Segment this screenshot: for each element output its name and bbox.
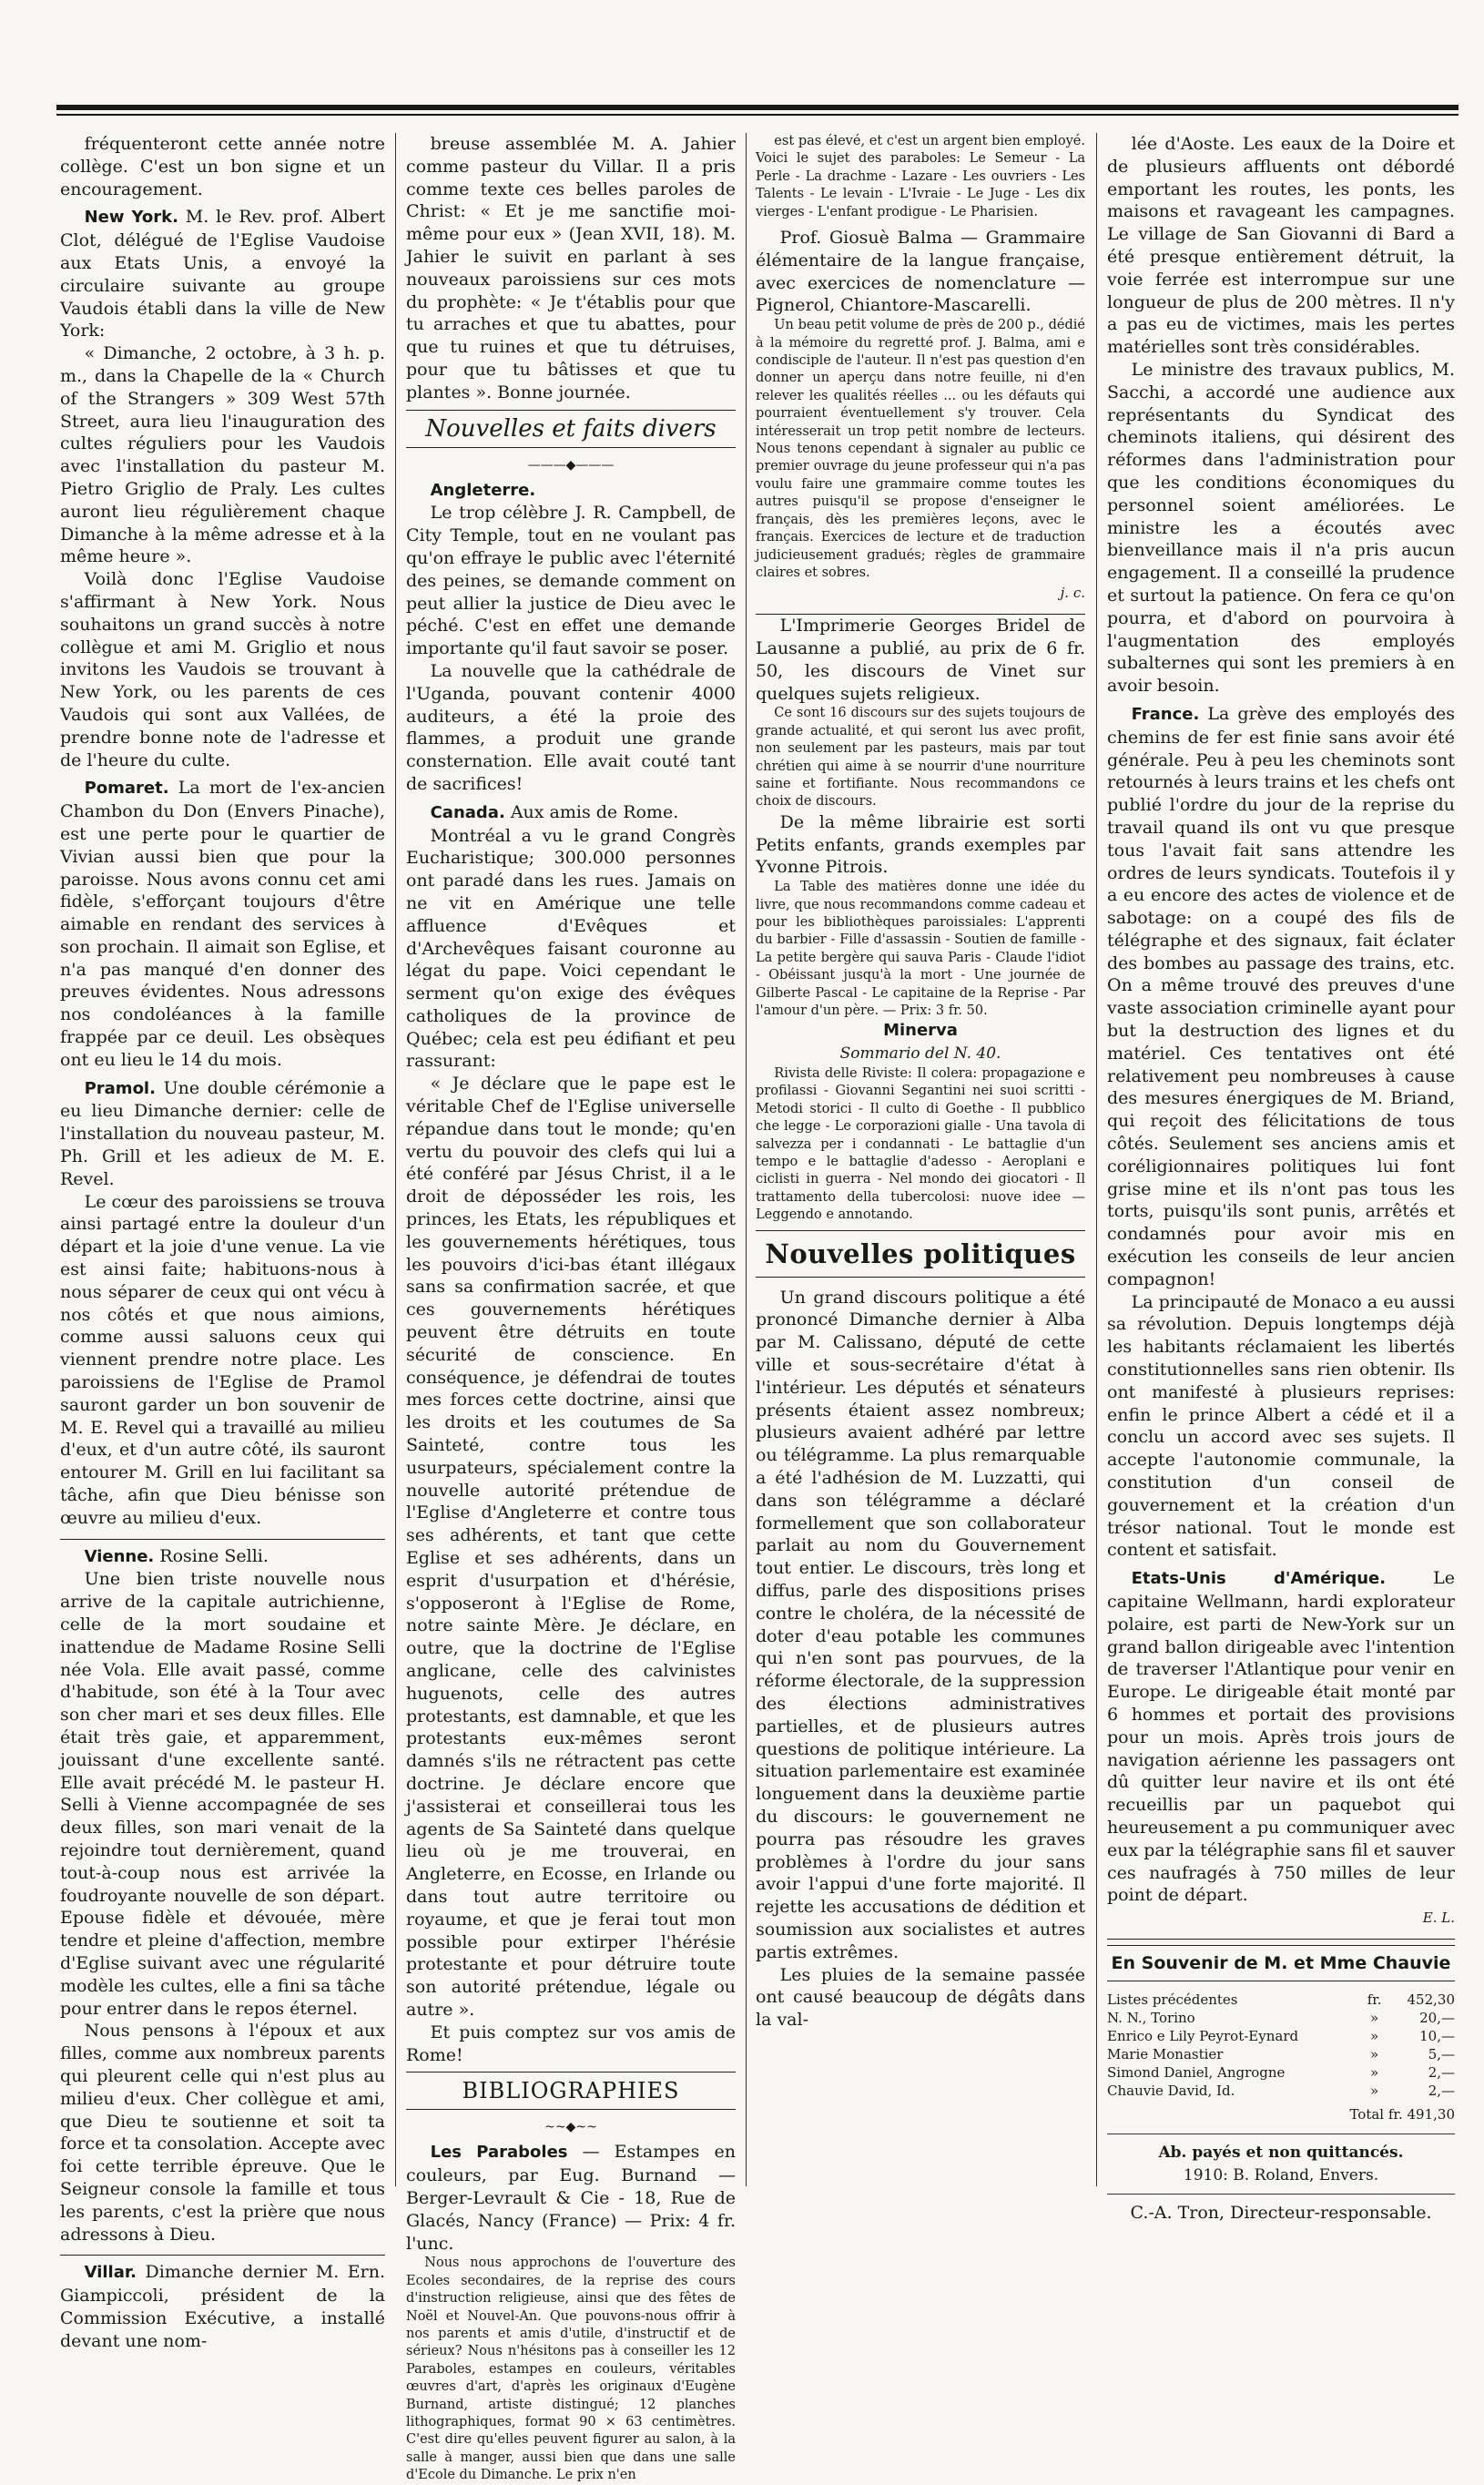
donor-name: N. N., Torino bbox=[1107, 2009, 1195, 2026]
donation-unit: fr. bbox=[1367, 1991, 1382, 2008]
bibliographies-title: BIBLIOGRAPHIES bbox=[406, 2072, 736, 2110]
news-entry bbox=[60, 2261, 385, 2352]
donation-value: 5,— bbox=[1428, 2045, 1455, 2062]
entry-heading: New York. bbox=[84, 208, 178, 228]
entry-heading: Villar. bbox=[84, 2263, 137, 2283]
paragraph: La nouvelle que la cathédrale de l'Uganda, pouvant contenir 4000 auditeurs, a été la proie des flammes, a produit une grande consternation. Elle avait couté tant de sacrifices! bbox=[406, 660, 736, 794]
small-text: Nous nous approchons de l'ouverture des Ecoles secondaires, de la reprise des cours d'instruction religieuse, ainsi que des fêtes de Noël et Nouvel-An. Que pouvons-nous offrir à nos parents et amis d'utile, d'instructif et de sérieux? Nous n'hésitons pas à conseiller les 12 Paraboles, estampes en couleurs, véritables œuvres d'art, d'après les originaux d'Eugène Burnand, artiste distingué; 12 planches lithographiques, format 90 × 63 centimètres. C'est dire qu'elles peuvent figurer au salon, à la salle à manger, aussi bien que dans une salle d'Ecole du Dimanche. Le prix n'en bbox=[406, 2256, 736, 2483]
small-text: est pas élevé, et c'est un argent bien employé. Voici le sujet des paraboles: Le Semeur - La Perle - La drachme - Lazare - Les ouvriers - Les Talents - Le levain - L'Ivraie - Le Juge - Les dix vierges - L'enfant prodigue - Le Pharisien. bbox=[756, 134, 1085, 219]
paragraph: Un grand discours politique a été prononcé Dimanche dernier à Alba par M. Calissano, député de cette ville et sous-secrétaire d'état à l'intérieur. Les députés et sénateurs présents étaient assez nombreux; plusieurs avaient adhéré par lettre ou télégramme. La plus remarquable a été l'adhésion de M. Luzzatti, qui dans son télégramme a déclaré formellement que son collaborateur parlait au nom du Gouvernement tout entier. Le discours, très long et diffus, parle des dispositions prises contre le choléra, de la nécessité de doter d'eau potable les communes qui n'en sont pas pourvues, de la réforme électorale, de la suppression des élections administratives partielles, et de plusieurs autres questions de politique intérieure. La situation parlementaire est examinée longuement dans la deuxième partie du discours: le gouvernement ne pourra pas résoudre les graves problèmes à l'ordre du jour sans avoir l'appui d'une forte majorité. Il rejette les accusations de dédition et soumission aux socialistes et autres partis extrêmes. bbox=[756, 1287, 1085, 1962]
donation-unit: » bbox=[1370, 2063, 1379, 2081]
donation-value: 2,— bbox=[1428, 2063, 1455, 2081]
paragraph: lée d'Aoste. Les eaux de la Doire et de plusieurs affluents ont débordé emportant les routes, les ponts, les maisons et ravageant les campagnes. Le village de San Giovanni di Bard a été presque entièrement détruit, la voie ferrée est interrompue sur une longueur de plus de 200 mètres. Il n'y a pas eu de victimes, mais les pertes matérielles sont très considérables. bbox=[1107, 134, 1455, 358]
news-entry bbox=[60, 777, 385, 1071]
note-2: 1910: B. Roland, Envers. bbox=[1183, 2165, 1379, 2185]
small-text: Un beau petit volume de près de 200 p., dédié à la mémoire du regretté prof. J. Balma, ami e condisciple de l'auteur. Il n'est pas question d'en donner un aperçu dans notre feuille, ni d'en relever les qualités réelles ... ou les défauts qui pourraient éventuellement s'y trouver. Cela intéresserait un trop petit nombre de lecteurs. Nous tenons cependant à signaler au public ce premier ouvrage du jeune professeur qui n'a pas voulu faire une grammaire comme toutes les autres puisqu'il se propose d'enseigner le français, dès les premières leçons, avec le français. Exercices de lecture et de traduction judicieusement gradués; règles de grammaire claires et sobres. bbox=[756, 318, 1085, 580]
column-divider bbox=[395, 133, 396, 2186]
entry-text: — Estampes en couleurs, par Eug. Burnand — Berger-Levrault & Cie - 18, Rue de Glacés, Nancy (France) — Prix: 4 fr. l'unc. bbox=[406, 2142, 736, 2254]
paragraph: Le ministre des travaux publics, M. Sacchi, a accordé une audience aux représentants du Syndicat des cheminots italiens, qui désirent des réformes dans l'administration pour que les conditions économiques du personnel soient améliorées. Le ministre les a écoutés avec bienveillance mais il n'a pris aucun engagement. Il a conseillé la prudence et surtout la patience. On fera ce qu'on pourra, et d'abord on pourvoira à l'augmentation des employés subalternes qui sont les premiers à en avoir besoin. bbox=[1107, 359, 1455, 697]
column-1 bbox=[60, 133, 385, 2351]
news-entry bbox=[1107, 1567, 1455, 1907]
entry-heading: Pomaret. bbox=[84, 779, 169, 799]
signature-initials: E. L. bbox=[1422, 1910, 1455, 1927]
column-divider bbox=[1096, 133, 1097, 2186]
news-entry bbox=[1107, 703, 1455, 1291]
entry-text: La mort de l'ex-ancien Chambon du Don (Envers Pinache), est une perte pour le quartier de Vivian aussi bien que pour la paroisse. Nous avons connu cet ami fidèle, s'efforçant toujours d'être aimable en rendant des services à son prochain. Il aimait son Eglise, et n'a pas manqué d'en donner des preuves évidentes. Nous adressons nos condoléances à la famille frappée par ce deuil. Les obsèques ont eu lieu le 14 du mois. bbox=[60, 778, 385, 1070]
donation-total bbox=[1107, 2103, 1455, 2126]
donation-row bbox=[1107, 1991, 1455, 2009]
signature-initials: j. c. bbox=[1060, 585, 1085, 602]
donation-list bbox=[1107, 1991, 1455, 2100]
paragraph: Nous pensons à l'époux et aux filles, comme aux nombreux parents qui pleurent celle qui n'est plus au milieu d'eux. Cher collègue et ami, que Dieu te soutienne et soit ta force et ta consolation. Accepte avec foi cette terrible épreuve. Que le Seigneur console la famille et tous les parents, c'est la prière que nous adressons à Dieu. bbox=[60, 2021, 385, 2245]
small-text: Rivista delle Riviste: Il colera: propagazione e profilassi - Giovanni Segantini nei suoi scritti - Metodi storici - Il culto di Goethe - Il pubblico che legge - Le corporazioni gialle - Una tavola di salvezza per i condannati - Le battaglie d'un tempo e le battaglie d'adesso - Aeroplani e ciclisti in guerra - Nel mondo dei giocatori - Il trattamento della tubercolosi: nuove idee — Leggendo e annotando. bbox=[756, 1065, 1085, 1223]
paragraph: De la même librairie est sorti Petits enfants, grands exemples par Yvonne Pitrois. bbox=[756, 811, 1085, 878]
entry-heading: Canada. bbox=[430, 802, 505, 822]
donation-unit: » bbox=[1370, 2082, 1379, 2099]
news-entry bbox=[406, 801, 736, 825]
paragraph: « Je déclare que le pape est le véritable Chef de l'Eglise universelle répandue dans tout le monde; qu'en vertu du pouvoir des clefs qui lui a été conféré par Jésus Christ, il a le droit de déposséder les rois, les princes, les Etats, les républiques et les gouvernements hérétiques, tous les pouvoirs d'ici-bas étant illégaux sans sa confirmation sacrée, et que ces gouvernements hérétiques peuvent être détruits en toute sécurité de conscience. En conséquence, je défendrai de toutes mes forces cette doctrine, ainsi que les droits et les coutumes de Sa Sainteté, contre tous les usurpateurs, spécialement contre la nouvelle autorité prétendue de l'Eglise d'Angleterre et contre tous ses adhérents, et tant que cette Eglise et ses adhérents, dans un esprit d'usurpation et d'hérésie, s'opposeront à l'Eglise de Rome, notre sainte Mère. Je déclare, en outre, que la doctrine de l'Eglise anglicane, celle des calvinistes huguenots, celle des autres protestants, est damnable, et que les protestants eux-mêmes seront damnés s'ils ne rétractent pas cette doctrine. Je déclare encore que j'assisterai et conseillerai tous les agents de Sa Sainteté dans quelque lieu où je me trouverai, en Angleterre, en Ecosse, en Irlande ou dans tout autre territoire ou royaume, et que je ferai tout mon possible pour extirper l'hérésie protestante et pour détruire toute son autorité prétendue, légale ou autre ». bbox=[406, 1074, 736, 2020]
total-label: Total fr. bbox=[1349, 2105, 1403, 2123]
paragraph: Montréal a vu le grand Congrès Eucharistique; 300.000 personnes ont paradé dans les rues. Jamais on ne vit en Amérique une telle affluence d'Evêques et d'Archevêques faisant couronne au légat du pape. Voici cependant le serment qu'on exige des évêques catholiques de la province de Québec; cela est peu édifiant et peu rassurant: bbox=[406, 825, 736, 1072]
paragraph: Sommario del N. 40. bbox=[839, 1044, 1001, 1064]
news-entry bbox=[60, 206, 385, 342]
small-text: Ce sont 16 discours sur des sujets toujours de grande actualité, et qui seront lus avec profit, non seulement par les pasteurs, mais par tout chrétien qui aime à se nourrir d'une nourriture saine et fortifiante. Nous recommandons ce choix de discours. bbox=[756, 706, 1085, 810]
column-4 bbox=[1107, 133, 1456, 2224]
entry-text: Dimanche dernier M. Ern. Giampiccoli, président de la Commission Exécutive, a installé devant une nom- bbox=[60, 2262, 385, 2351]
entry-text: Rosine Selli. bbox=[154, 1545, 269, 1566]
paragraph: Voilà donc l'Eglise Vaudoise s'affirmant à New York. Nous souhaitons un grand succès à notre collègue et ami M. Griglio et nous invitons les Vaudois se trouvant à New York, ou les parents de ces Vaudois qui sont aux Vallées, de prendre bonne note de l'adresse et de l'heure du culte. bbox=[60, 569, 385, 770]
entry-heading: Pramol. bbox=[84, 1078, 156, 1098]
entry-text: Le capitaine Wellmann, hardi explorateur polaire, est parti de New-York sur un grand ballon dirigeable avec l'intention de traverser l'Atlantique pour venir en Europe. Le dirigeable était monté par 6 hommes et portait des provisions pour un mois. Après trois jours de navigation aérienne les passagers ont dû quitter leur navire et ils ont été recueillis par un paquebot qui heureusement a pu communiquer avec eux par la télégraphie sans fil et sauver ces naufragés à 750 milles de leur point de départ. bbox=[1107, 1568, 1456, 1906]
donor-name: Chauvie David, Id. bbox=[1107, 2082, 1235, 2099]
entry-heading: Angleterre. bbox=[430, 480, 536, 500]
section-title: Nouvelles et faits divers bbox=[406, 410, 736, 448]
donation-value: 10,— bbox=[1419, 2027, 1455, 2044]
paragraph: « Dimanche, 2 octobre, à 3 h. p. m., dans la Chapelle de la « Church of the Strangers » 309 West 57th Street, aura lieu l'inauguration des cultes réguliers pour les Vaudois avec l'installation du pasteur M. Pietro Griglio de Praly. Les cultes auront lieu régulièrement chaque Dimanche à la même adresse et à la même heure ». bbox=[60, 343, 385, 567]
entry-text: La grève des employés des chemins de fer est finie sans avoir été générale. Peu à peu les cheminots sont retournés à leurs trains et les chefs ont publié l'ordre du jour de la reprise du travail quand ils ont vu que presque tous l'avait fait sans attendre les ordres de leurs syndicats. Toutefois il y a eu encore des actes de violence et de sabotage: on a coupé des fils de télégraphe et des signaux, fait éclater des bombes au passage des trains, etc. On a même trouvé des preuves d'une vaste association criminelle ayant pour but la destruction des lignes et du matériel. Ces tentatives ont été relativement peu nombreuses à cause des mesures énergiques de M. Briand, qui reçoit des félicitations de tous côtés. Seulement ses anciens amis et coréligionnaires politiques lui font grise mine et ils n'ont pas tous les torts, puisqu'ils sont punis, arrêtés et condamnés pour avoir mis en exécution les conseils de leur ancien compagnon! bbox=[1107, 703, 1455, 1289]
donation-unit: » bbox=[1370, 2045, 1379, 2062]
souvenir-title: En Souvenir de M. et Mme Chauvie bbox=[1107, 1945, 1455, 1981]
donation-row bbox=[1107, 2009, 1455, 2027]
donor-name: Enrico e Lily Peyrot-Eynard bbox=[1107, 2027, 1299, 2044]
editor-signature: C.-A. Tron, Directeur-responsable. bbox=[1130, 2203, 1432, 2224]
ornament: ~~◆~~ bbox=[544, 2120, 597, 2135]
donor-name: Simond Daniel, Angrogne bbox=[1107, 2063, 1286, 2081]
paragraph: La principauté de Monaco a eu aussi sa révolution. Depuis longtemps déjà les habitants réclamaient les libertés constitutionnelles sans rien obtenir. Ils ont manifesté à plusieurs reprises: enfin le prince Albert a cédé et il a conclu un accord avec ses sujets. Il accepte l'autonomie communale, la constitution d'un conseil de gouvernement et la création d'un trésor national. Tout le monde est content et satisfait. bbox=[1107, 1291, 1455, 1561]
entry-text: Une double cérémonie a eu lieu Dimanche dernier: celle de l'installation du nouveau pasteur, M. Ph. Grill et les adieux de M. E. Revel. bbox=[60, 1077, 385, 1189]
donation-row bbox=[1107, 2063, 1455, 2082]
column-3 bbox=[756, 133, 1085, 2186]
donation-value: 2,— bbox=[1428, 2082, 1455, 2099]
donation-row bbox=[1107, 2082, 1455, 2100]
paragraph: Le cœur des paroissiens se trouva ainsi partagé entre la douleur d'un départ et la joie d'une venue. La vie est ainsi faite; habituons-nous à nous séparer de ceux qui ont vécu à nos côtés et que nous aimions, comme aussi saluons ceux qui viennent prendre notre place. Les paroissiens de l'Eglise de Pramol sauront garder un bon souvenir de M. E. Revel qui a travaillé au milieu d'eux, et d'un autre côté, ils sauront entourer M. Grill en lui facilitant sa tâche, afin que Dieu bénisse son œuvre au milieu d'eux. bbox=[60, 1191, 385, 1528]
donation-unit: » bbox=[1370, 2009, 1379, 2026]
donation-value: 452,30 bbox=[1407, 1991, 1455, 2008]
donor-name: Listes précédentes bbox=[1107, 1991, 1238, 2008]
donor-name: Marie Monastier bbox=[1107, 2045, 1224, 2062]
paragraph: fréquenteront cette année notre collège. C'est un bon signe et un encouragement. bbox=[60, 134, 385, 199]
donation-row bbox=[1107, 2027, 1455, 2045]
column-divider bbox=[746, 133, 747, 2186]
news-entry bbox=[406, 2141, 736, 2255]
news-entry bbox=[756, 227, 1085, 317]
news-entry bbox=[406, 479, 736, 503]
entry-heading: France. bbox=[1131, 704, 1200, 724]
paragraph: Une bien triste nouvelle nous arrive de la capitale autrichienne, celle de la mort soudaine et inattendue de Madame Rosine Selli née Vola. Elle avait passé, comme d'habitude, son été à la Tour avec son cher mari et ses deux filles. Elle était très gaie, et apparemment, jouissant d'une excellente santé. Elle avait précédé M. le pasteur H. Selli à Vienne accompagnée de ses deux filles, son mari venait de la rejoindre tout dernièrement, quand tout-à-coup nous est arrivée la foudroyante nouvelle de son départ. Epouse fidèle et dévouée, mère tendre et pleine d'affection, membre d'Eglise suivant avec une régularité modèle les cultes, elle a fini sa tâche pour entrer dans le repos éternel. bbox=[60, 1569, 385, 2019]
entry-heading: Vienne. bbox=[84, 1546, 155, 1566]
paragraph: Et puis comptez sur vos amis de Rome! bbox=[406, 2022, 736, 2065]
paragraph: Les pluies de la semaine passée ont causé beaucoup de dégâts dans la val- bbox=[756, 1964, 1085, 2031]
entry-heading: Les Paraboles bbox=[430, 2143, 568, 2163]
souvenir-box bbox=[1107, 1939, 1455, 2225]
minerva-title: Minerva bbox=[883, 1021, 958, 1041]
news-entry bbox=[60, 1077, 385, 1191]
note-1: Ab. payés et non quittancés. bbox=[1158, 2143, 1404, 2162]
politics-title: Nouvelles politiques bbox=[756, 1230, 1085, 1278]
column-2 bbox=[406, 133, 736, 2483]
paragraph: Le trop célèbre J. R. Campbell, de City Temple, tout en ne voulant pas qu'on effraye le public avec l'éternité des peines, se demande comment on peut allier la justice de Dieu avec le péché. C'est en effet une demande importante qu'il faut savoir se poser. bbox=[406, 503, 736, 659]
top-rule-thin bbox=[56, 114, 1459, 116]
paragraph: breuse assemblée M. A. Jahier comme pasteur du Villar. Il a pris comme texte ces belles paroles de Christ: « Et je me sanctifie moi-même pour eux » (Jean XVII, 18). M. Jahier le suivit en parlant à ses nouveaux paroissiens sur ces mots du prophète: « Je t'établis pour que tu arraches et que tu abattes, pour que tu ruines et que tu détruises, pour que tu bâtisses et que tu plantes ». Bonne journée. bbox=[406, 134, 736, 402]
donation-row bbox=[1107, 2045, 1455, 2063]
small-text: La Table des matières donne une idée du livre, que nous recommandons comme cadeau et pour les bibliothèques paroissiales: L'apprenti du barbier - Fille d'assassin - Soutien de famille - La petite bergère qui sauva Paris - Claude l'idiot - Obéissant jusqu'à la mort - Une journée de Gilberte Pascal - Le capitaine de la Reprise - Par l'amour d'un père. — Prix: 3 fr. 50. bbox=[756, 880, 1085, 1018]
entry-text: Aux amis de Rome. bbox=[504, 801, 679, 822]
paragraph: L'Imprimerie Georges Bridel de Lausanne a publié, au prix de 6 fr. 50, les discours de Vinet sur quelques sujets religieux. bbox=[756, 616, 1085, 704]
section-rule bbox=[60, 1539, 385, 1540]
entry-text: M. le Rev. prof. Albert Clot, délégué de l'Eglise Vaudoise aux Etats Unis, a envoyé la circulaire suivante au groupe Vaudois établi dans la ville de New York: bbox=[60, 207, 385, 341]
donation-unit: » bbox=[1370, 2027, 1379, 2044]
entry-text: Prof. Giosuè Balma — Grammaire élémentaire de la langue française, avec exercices de nomenclature — Pignerol, Chiantore-Mascarelli. bbox=[756, 228, 1085, 316]
news-entry bbox=[60, 1545, 385, 1569]
entry-heading: Etats-Unis d'Amérique. bbox=[1131, 1569, 1387, 1589]
top-rule bbox=[56, 105, 1459, 110]
donation-value: 20,— bbox=[1419, 2009, 1455, 2026]
ornament: ———◆——— bbox=[527, 457, 615, 473]
total-value: 491,30 bbox=[1407, 2105, 1455, 2123]
section-rule bbox=[60, 2255, 385, 2256]
